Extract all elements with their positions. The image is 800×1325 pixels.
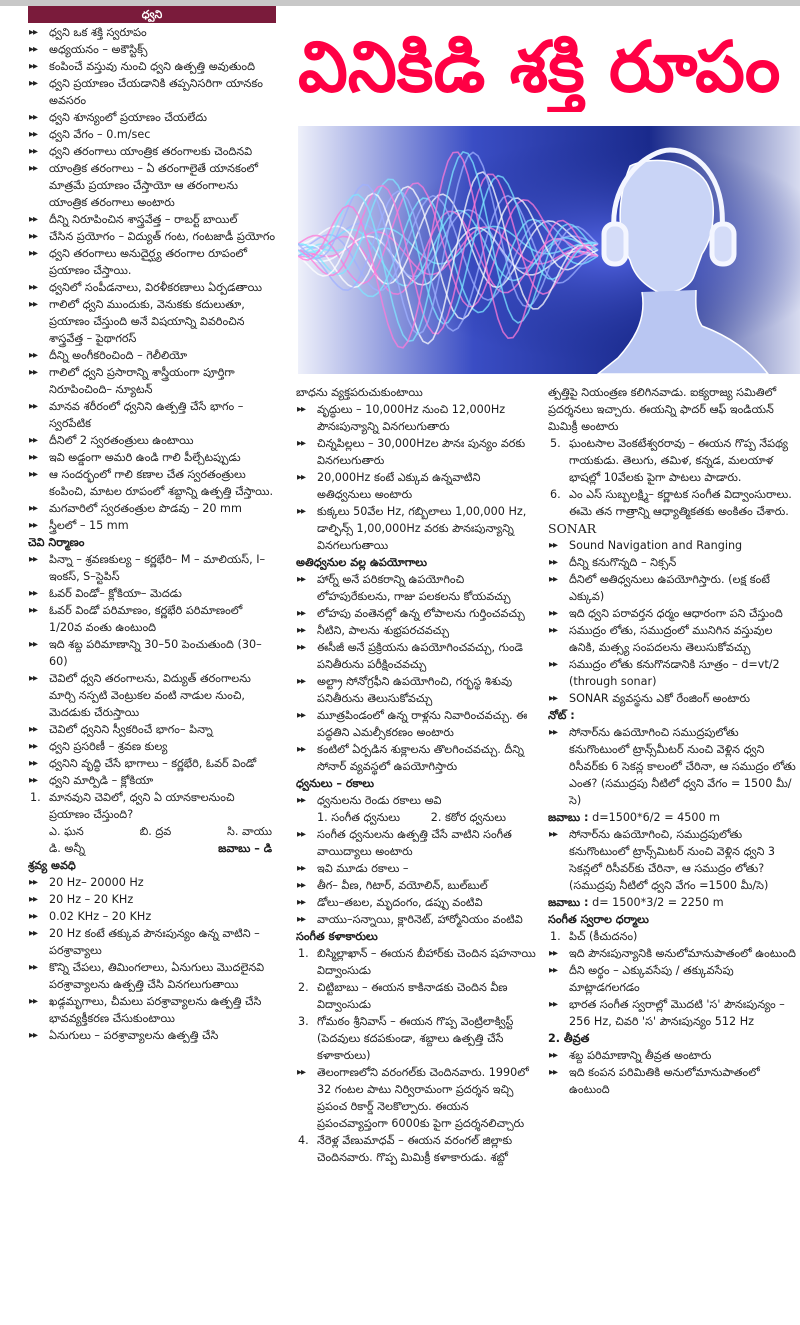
bullet-item: ▶▶ యాంత్రిక తరంగాలు – ఏ తరంగాలైతే యానకంలో మాత్రమే ప్రయాణం చేస్తాయో ఆ తరంగాలను యాంత్రిక తరంగాలు అంటారు <box>28 160 276 211</box>
bullet-item: ▶▶ చేసిన ప్రయోగం – విద్యుత్ గంట, గంటజాడీ ప్రయోగం <box>28 228 276 245</box>
bullet-item: ▶▶ భారత సంగీత స్వరాల్లో మొదటి 'స' పౌనఃపున్యం – 256 Hz, చివరి 'స' పౌనఃపున్యం 512 Hz <box>548 996 796 1030</box>
bullet-item: ▶▶ ధ్వని తరంగాలు అనుదైర్ఘ్య తరంగాల రూపంలో ప్రయాణం చేస్తాయి. <box>28 245 276 279</box>
item-text: చిట్టిబాబు – ఈయన కాకినాడకు చెందిన వీణ విద్వాంసుడు <box>317 981 508 1011</box>
bullet-item: ▶▶ ధ్వనిలో సంపీడనాలు, విరళీకరణాలు ఏర్పడతాయి <box>28 279 276 296</box>
bullet-item: ▶▶ పిన్నా – శ్రవణకుల్య – కర్ణభేరి– M – మాలియస్, I–ఇంకస్, S–స్టెపిస్ <box>28 551 276 585</box>
bullet-item: ▶▶ ఇది కంపన పరిమితికి అనులోమానుపాతంలో ఉంటుంది <box>548 1064 796 1098</box>
bullet-item: ▶▶ ధ్వని ఒక శక్తి స్వరూపం <box>28 24 276 41</box>
bullet-item: ▶▶ ఏనుగులు – పరశ్రావ్యాలను ఉత్పత్తి చేసి <box>28 1027 276 1044</box>
bullet-item: ▶▶ లోహపు వంతెనల్లో ఉన్న లోపాలను గుర్తించవచ్చు <box>296 605 536 622</box>
bullet-item: ▶▶ డోలు–తబల, మృదంగం, డప్పు వంటివి <box>296 894 536 911</box>
bullet-item: ▶▶ ధ్వని వేగం – 0.m/sec <box>28 126 276 143</box>
numbered-item <box>28 789 276 823</box>
bullet-item: ▶▶ ఈసీజీ అనే ప్రక్రియను ఉపయోగించవచ్చు, గుండె పనితీరును పరీక్షించవచ్చు <box>296 639 536 673</box>
option: సి. వాయు <box>227 825 272 838</box>
bullet-item: ▶▶ ధ్వనులను రెండు రకాలు అవి <box>296 792 536 809</box>
bullet-item: ▶▶ 0.02 KHz – 20 KHz <box>28 908 276 925</box>
bullet-item: ▶▶ వృద్ధులు – 10,000Hz నుంచి 12,000Hz పౌనఃపున్యాన్ని వినగలుగుతారు <box>296 401 536 435</box>
bullet-item: ▶▶ ఖడ్గమృగాలు, చీమలు పరశ్రావ్యాలను ఉత్పత్తి చేసి భావవ్యక్తీకరణ చేసుకుంటాయి <box>28 993 276 1027</box>
item-number: 1. <box>30 791 41 804</box>
answer-options <box>28 840 276 857</box>
bullet-item: ▶▶ దీనిలో అతిధ్వనులు ఉపయోగిస్తారు. (లక్ష కంటే ఎక్కువ) <box>548 571 796 605</box>
numbered-item <box>296 1013 536 1064</box>
bullet-item: ▶▶ చెవిలో ధ్వని తరంగాలను, విద్యుత్ తరంగాలను మార్చి నస్పటి వెంట్రుకల వంటి నాడుల నుంచి, మెదడుకు చేరుస్తాయి <box>28 670 276 721</box>
bullet-item: ▶▶ వాయు–సన్నాయి, క్లారినెట్, హార్మోనియం వంటివి <box>296 911 536 928</box>
section-heading: శ్రవ్య అవధి <box>28 859 76 872</box>
bullet-item: ▶▶ చెవిలో ధ్వనిని స్వీకరించే భాగం– పిన్నా <box>28 721 276 738</box>
numbered-item <box>548 435 796 486</box>
bullet-item: ▶▶ ధ్వని ప్రయాణం చేయడానికి తప్పనిసరిగా యానకం అవసరం <box>28 75 276 109</box>
numbered-item <box>548 928 796 945</box>
answer-text: d= 1500*3/2 = 2250 m <box>588 896 724 909</box>
bullet-item: ▶▶ స్త్రీలలో – 15 mm <box>28 517 276 534</box>
item-text: బిస్మిల్లాఖాన్ – ఈయన బీహార్‌కు చెందిన షహనాయి విద్వాంసుడు <box>317 947 536 977</box>
item-text: ఎం ఎస్ సుబ్బలక్ష్మి– కర్ణాటక సంగీత విద్వాంసురాలు. ఈమె తన గాత్రాన్ని ఆధ్యాత్మికతకు అంకితం చేశారు. <box>569 488 792 518</box>
bullet-item: ▶▶ దీని అర్థం – ఎక్కువసేపు / తక్కువసేపు మాట్లాడగలగడం <box>548 962 796 996</box>
bullet-item: ▶▶ 20,000Hz కంటే ఎక్కువ ఉన్నవాటిని అతిధ్వనులు అంటారు <box>296 469 536 503</box>
bullet-item: ▶▶ SONAR వ్యవస్థను ఎకో రేంజింగ్ అంటారు <box>548 690 796 707</box>
headline: వినికిడి శక్తి రూపం <box>298 26 781 108</box>
bullet-item: ▶▶ సోనార్‌ను ఉపయోగించి సముద్రపులోతు కనుగొంటుంలో ట్రాన్స్‌మీటర్ నుంచి వెళ్లిన ధ్వని రిసీవర్‌కు 6 సెకన్ల కాలంలో చేరినా, ఆ సముద్రం లోతు ఎంత? (సముద్రపు నీటిలో ధ్వని వేగం = 1500 మీ/సె) <box>548 724 796 809</box>
bullet-item: ▶▶ సోనార్‌ను ఉపయోగించి, సముద్రపులోతు కనుగొంటుంలో ట్రాన్స్‌మిటర్ నుంచి వెళ్లిన ధ్వని 3 సెకన్లలో రిసీవర్‌కు చేరినా, ఆ సముద్రం లోతు? (సముద్రపు నీటిలో ధ్వని వేగం =1500 మీ/సె) <box>548 826 796 894</box>
bullet-item: ▶▶ నీటిని, పాలను శుభ్రపరచవచ్చు <box>296 622 536 639</box>
bullet-item: ▶▶ ధ్వనిని వృద్ధి చేసే భాగాలు – కర్ణభేరి, ఓవర్ విండో <box>28 755 276 772</box>
numbered-item <box>296 945 536 979</box>
paragraph-text: త్పత్తిపై నియంత్రణ కలిగినవాడు. ఐక్యరాజ్య సమితిలో ప్రదర్శనలు ఇచ్చారు. ఈయన్ని ఫాదర్ ఆఫ్ ఇండియన్ మిమిక్రీ అంటారు <box>548 386 777 433</box>
headphones-sound-wave-image <box>298 126 800 374</box>
bullet-item: ▶▶ ఇది ధ్వని పరావర్తన ధర్మం ఆధారంగా పని చేస్తుంది <box>548 605 796 622</box>
section-heading: చెవి నిర్మాణం <box>28 536 85 549</box>
bullet-item: ▶▶ కొన్ని చేపలు, తిమింగలాలు, ఏనుగులు మొదలైనవి పరశ్రావ్యాలను ఉత్పత్తి చేసి వినగలుగుతాయి <box>28 959 276 993</box>
bullet-item: ▶▶ కుక్కలు 50వేల Hz, గబ్బిలాలు 1,00,000 Hz, డాల్ఫిన్స్ 1,00,000Hz వరకు పౌనఃపున్యాన్ని వినగలుగుతాయి <box>296 503 536 554</box>
bullet-item: ▶▶ ధ్వని ప్రసరిణీ – శ్రవణ కుల్య <box>28 738 276 755</box>
bullet-item: ▶▶ దీనిలో 2 స్వరతంత్రులు ఉంటాయి <box>28 432 276 449</box>
bullet-item: ▶▶ 20 Hz – 20 KHz <box>28 891 276 908</box>
bullet-item: ▶▶ ఇవి అడ్డంగా అమరి ఉండి గాలి పీల్చేటప్పుడు <box>28 449 276 466</box>
bullet-item: ▶▶ 20 Hz కంటే తక్కువ పౌనఃపున్యం ఉన్న వాటిని – పరశ్రావ్యాలు <box>28 925 276 959</box>
bullet-item: ▶▶ మూత్రపిండంలో ఉన్న రాళ్లను నివారించవచ్చు. ఈ పద్ధతిని ఎమల్సీకరణం అంటారు <box>296 707 536 741</box>
answer-options <box>296 809 536 826</box>
column-2 <box>296 384 536 1166</box>
item-text: గోమఠం శ్రీనివాస్ – ఈయన గొప్ప వెంట్రిలాక్విస్ట్ (పెదవులు కదపకుండా, శబ్దాలు ఉత్పత్తి చేసే కళాకారులు) <box>317 1015 514 1062</box>
bullet-item: ▶▶ అల్ట్రా సోనోగ్రఫీని ఉపయోగించి, గర్భస్థ శిశువు పనితీరును తెలుసుకోవచ్చు <box>296 673 536 707</box>
bullet-item: ▶▶ ఇది పౌనఃపున్యానికి అనులోమానుపాతంలో ఉంటుంది <box>548 945 796 962</box>
bullet-item: ▶▶ దీన్ని అంగీకరించింది – గెలీలియో <box>28 347 276 364</box>
answer-options <box>28 823 276 840</box>
option: 2. కఠోర ధ్వనులు <box>430 811 506 824</box>
bullet-item: ▶▶ అధ్యయనం – అకౌస్టిక్స్ <box>28 41 276 58</box>
bullet-item: ▶▶ చిన్నపిల్లలు – 30,000Hzల పౌనః పున్యం వరకు వినగలుగుతారు <box>296 435 536 469</box>
bullet-item: ▶▶ సముద్రం లోతు, సముద్రంలో మునిగిన వస్తువుల ఉనికి, మత్స్య సంపదలను తెలుసుకోవచ్చు <box>548 622 796 656</box>
section-header: ధ్వని <box>28 6 276 23</box>
item-text: మానవుని చెవిలో, ధ్వని ఏ యానకాలనుంచి ప్రయాణం చేస్తుంది? <box>49 791 235 821</box>
answer: జవాబు – డి <box>218 842 272 855</box>
option: ఎ. ఘన <box>49 825 84 838</box>
bullet-item: ▶▶ తెలంగాణలోని వరంగల్‌కు చెందినవారు. 1990లో 32 గంటల పాటు నిర్విరామంగా ప్రదర్శన ఇచ్చి ప్రపంచ రికార్డ్ నెలకొల్పారు. ఈయన ప్రపంచవ్యాప్తంగా 6000కు పైగా ప్రదర్శనలిచ్చారు <box>296 1064 536 1132</box>
item-number: 4. <box>298 1134 309 1147</box>
section-heading: అతిధ్వనుల వల్ల ఉపయోగాలు <box>296 556 427 569</box>
answer-line <box>548 894 796 911</box>
bullet-item: ▶▶ సంగీత ధ్వనులను ఉత్పత్తి చేసే వాటిని సంగీత వాయిద్యాలు అంటారు <box>296 826 536 860</box>
option: డి. అన్నీ <box>49 842 86 855</box>
bullet-item: ▶▶ 20 Hz– 20000 Hz <box>28 874 276 891</box>
answer-text: d=1500*6/2 = 4500 m <box>588 811 721 824</box>
bullet-item: ▶▶ గాలిలో ధ్వని ప్రసారాన్ని శాస్త్రీయంగా పూర్తిగా నిరూపించింది– న్యూటన్ <box>28 364 276 398</box>
option: 1. సంగీత ధ్వనులు <box>317 811 401 824</box>
bullet-item: ▶▶ కంపించే వస్తువు నుంచి ధ్వని ఉత్పత్తి అవుతుంది <box>28 58 276 75</box>
item-text: ఘంటసాల వెంకటేశ్వరరావు – ఈయన గొప్ప నేపథ్య గాయకుడు. తెలుగు, తమిళ, కన్నడ, మలయాళ భాషల్లో 10వేలకు పైగా పాటలు పాడారు. <box>569 437 789 484</box>
bullet-item: ▶▶ దీన్ని నిరూపించిన శాస్త్రవేత్త – రాబర్ట్ బాయిల్ <box>28 211 276 228</box>
bullet-item: ▶▶ ఓవర్ విండో పరిమాణం, కర్ణభేరి పరిమాణంలో 1/20వ వంతు ఉంటుంది <box>28 602 276 636</box>
numbered-item <box>296 1132 536 1166</box>
bullet-item: ▶▶ కంటిలో ఏర్పడిన శుక్లాలను తొలగించవచ్చు. దీన్ని సోనార్ వ్యవస్థలో ఉపయోగిస్తారు <box>296 741 536 775</box>
hero-illustration <box>298 126 800 374</box>
bullet-item: ▶▶ దీన్ని కనుగొన్నది – నిక్సన్ <box>548 554 796 571</box>
bullet-item: ▶▶ ధ్వని తరంగాలు యాంత్రిక తరంగాలకు చెందినవి <box>28 143 276 160</box>
numbered-item <box>548 486 796 520</box>
bullet-item: ▶▶ గాలిలో ధ్వని ముందుకు, వెనుకకు కదులుతూ, ప్రయాణం చేస్తుంది అనే విషయాన్ని వివరించిన శాస్త్రవేత్త – పైథాగరస్ <box>28 296 276 347</box>
item-number: 1. <box>298 947 309 960</box>
item-number: 5. <box>550 437 561 450</box>
bullet-item: ▶▶ ధ్వని మార్పిడి – క్లోకియా <box>28 772 276 789</box>
answer-label: జవాబు : <box>548 811 589 824</box>
item-number: 2. <box>298 981 309 994</box>
bullet-item: ▶▶ ఇవి మూడు రకాలు – <box>296 860 536 877</box>
section-heading: SONAR <box>548 521 597 536</box>
section-heading: సంగీత కళాకారులు <box>296 930 378 943</box>
bullet-item: ▶▶ సముద్రం లోతు కనుగొనడానికి సూత్రం – d=vt/2 (through sonar) <box>548 656 796 690</box>
paragraph-text: బాధను వ్యక్తపరుచుకుంటాయి <box>296 386 423 399</box>
section-heading: నోట్ : <box>548 709 575 722</box>
item-text: పిచ్ (కీచుదనం) <box>569 930 638 943</box>
section-heading: సంగీత స్వరాల ధర్మాలు <box>548 913 649 926</box>
bullet-item: ▶▶ మగవారిలో స్వరతంత్రుల పొడవు – 20 mm <box>28 500 276 517</box>
item-number: 1. <box>550 930 561 943</box>
bullet-item: ▶▶ మానవ శరీరంలో ధ్వనిని ఉత్పత్తి చేసే భాగం – స్వరపేటిక <box>28 398 276 432</box>
bullet-item: ▶▶ హార్న్ అనే పరికరాన్ని ఉపయోగించి లోహపురేకులను, గాజు పలకలను కోయవచ్చు <box>296 571 536 605</box>
bullet-item: ▶▶ శబ్ద పరిమాణాన్ని తీవ్రత అంటారు <box>548 1047 796 1064</box>
bullet-item: ▶▶ తీగ– వీణ, గిటార్, వయోలిన్, బుల్‌బుల్ <box>296 877 536 894</box>
option: బి. ద్రవ <box>139 825 172 838</box>
bullet-item: ▶▶ ఇది శబ్ద పరిమాణాన్ని 30–50 పెంచుతుంది (30–60) <box>28 636 276 670</box>
section-heading: ధ్వనులు – రకాలు <box>296 777 374 790</box>
bullet-item: ▶▶ Sound Navigation and Ranging <box>548 537 796 554</box>
bullet-item: ▶▶ ధ్వని శూన్యంలో ప్రయాణం చేయలేదు <box>28 109 276 126</box>
bullet-item: ▶▶ ఓవర్ విండో– క్లోకియా– మెదడు <box>28 585 276 602</box>
item-text: నేరెళ్ల వేణుమాధవ్ – ఈయన వరంగల్ జిల్లాకు చెందినవారు. గొప్ప మిమిక్రీ కళాకారుడు. శబ్దో <box>317 1134 513 1164</box>
answer-label: జవాబు : <box>548 896 589 909</box>
item-number: 6. <box>550 488 561 501</box>
answer-line <box>548 809 796 826</box>
column-1 <box>28 6 276 1044</box>
section-heading: 2. తీవ్రత <box>548 1032 590 1045</box>
column-3 <box>548 384 796 1098</box>
bullet-item: ▶▶ ఆ సందర్భంలో గాలి కణాల చేత స్వరతంత్రులు కంపించి, మాటల రూపంలో శబ్దాన్ని ఉత్పత్తి చేస్తాయి. <box>28 466 276 500</box>
numbered-item <box>296 979 536 1013</box>
item-number: 3. <box>298 1015 309 1028</box>
